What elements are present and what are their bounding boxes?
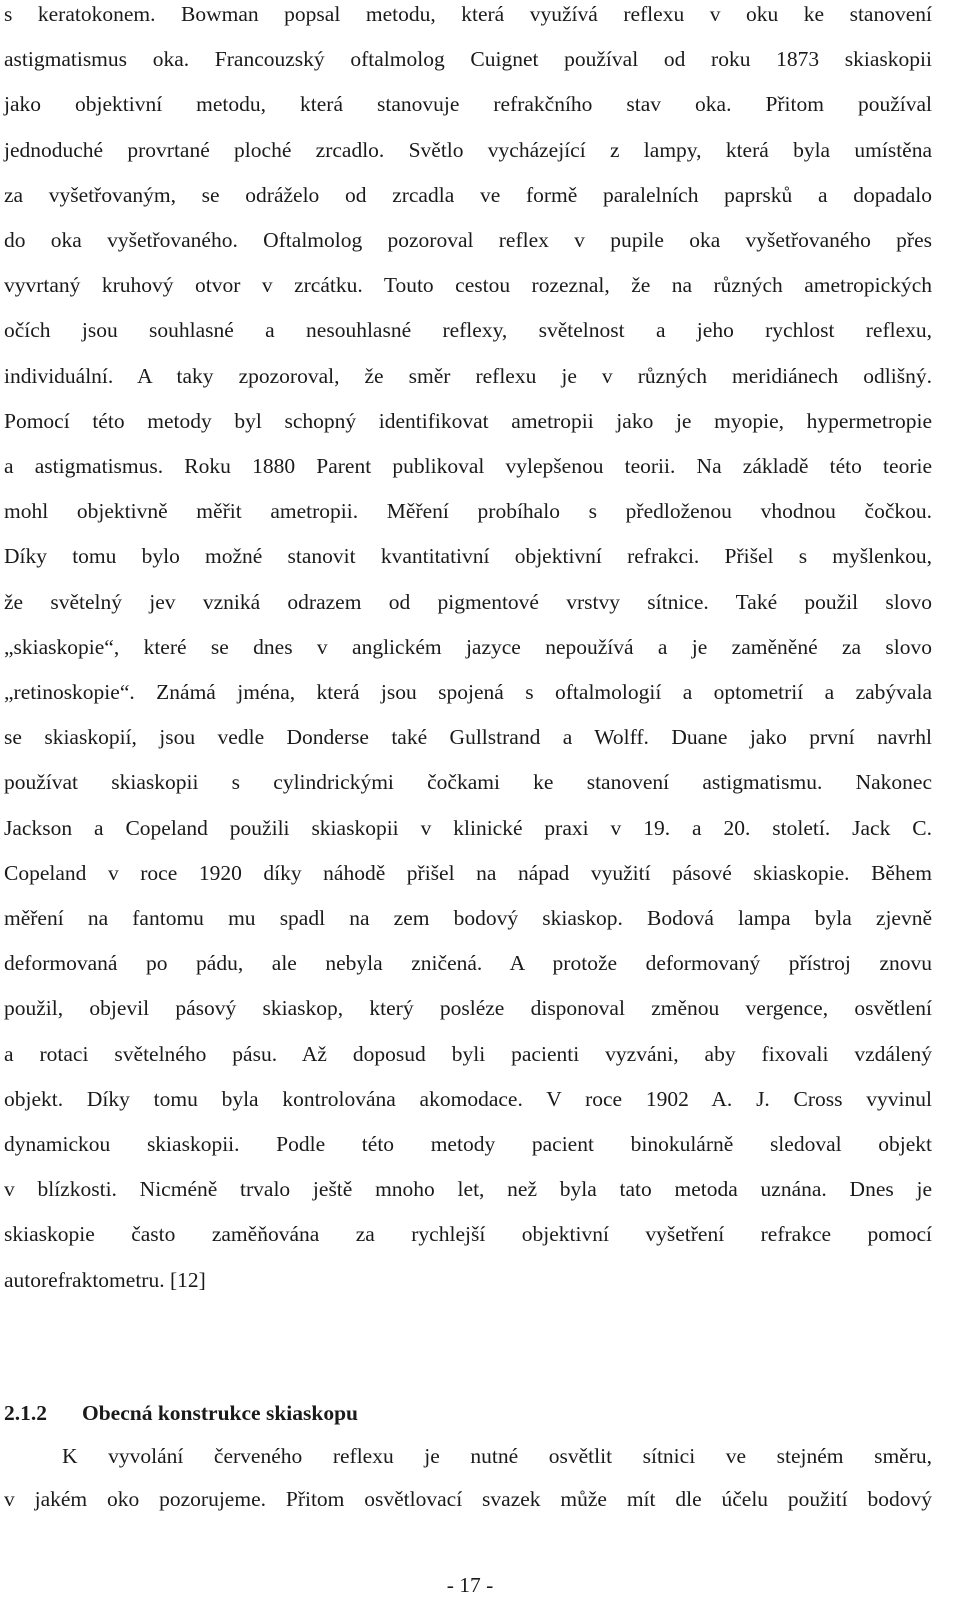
text-line: s keratokonem. Bowman popsal metodu, která využívá reflexu v oku ke stanovení [4, 2, 932, 26]
text-line: Jackson a Copeland použili skiaskopii v klinické praxi v 19. a 20. století. Jack C. [4, 815, 932, 840]
text-line: Díky tomu bylo možné stanovit kvantitativní objektivní refrakci. Přišel s myšlenkou, [4, 544, 932, 569]
section-heading [4, 1400, 704, 1426]
text-line: K vyvolání červeného reflexu je nutné osvětlit sítnici ve stejném směru, [62, 1444, 932, 1468]
text-line: že světelný jev vzniká odrazem od pigmentové vrstvy sítnice. Také použil slovo [4, 589, 932, 614]
text-line: vyvrtaný kruhový otvor v zrcátku. Touto cestou rozeznal, že na různých ametropických [4, 273, 932, 298]
text-line: do oka vyšetřovaného. Oftalmolog pozoroval reflex v pupile oka vyšetřovaného přes [4, 228, 932, 252]
text-line: a rotaci světelného pásu. Až doposud byli pacienti vyzváni, aby fixovali vzdálený [4, 1041, 932, 1066]
text-line: v blízkosti. Nicméně trvalo ještě mnoho let, než byla tato metoda uznána. Dnes je [4, 1177, 932, 1202]
text-line: použil, objevil pásový skiaskop, který posléze disponoval změnou vergence, osvětlení [4, 996, 932, 1021]
text-line: skiaskopie často zaměňována za rychlejší objektivní vyšetření refrakce pomocí [4, 1222, 932, 1247]
section-title: Obecná konstrukce skiaskopu [82, 1401, 358, 1425]
text-line: očích jsou souhlasné a nesouhlasné reflexy, světelnost a jeho rychlost reflexu, [4, 318, 932, 343]
text-line: dynamickou skiaskopii. Podle této metody pacient binokulárně sledoval objekt [4, 1132, 932, 1156]
text-line: autorefraktometru. [12] [4, 1267, 206, 1292]
text-line: v jakém oko pozorujeme. Přitom osvětlovací svazek může mít dle účelu použití bodový [4, 1486, 932, 1511]
text-line: astigmatismus oka. Francouzský oftalmolog Cuignet používal od roku 1873 skiaskopii [4, 47, 932, 72]
text-line: „skiaskopie“, které se dnes v anglickém jazyce nepoužívá a je zaměněné za slovo [4, 634, 932, 659]
text-line: a astigmatismus. Roku 1880 Parent publikoval vylepšenou teorii. Na základě této teorie [4, 454, 932, 478]
text-line: jednoduché provrtané ploché zrcadlo. Světlo vycházející z lampy, která byla umístěna [4, 137, 932, 162]
page-number: - 17 - [446, 1573, 494, 1597]
text-line: deformovaná po pádu, ale nebyla zničená. A protože deformovaný přístroj znovu [4, 951, 932, 976]
text-line: Pomocí této metody byl schopný identifikovat ametropii jako je myopie, hypermetropie [4, 408, 932, 433]
section-number: 2.1.2 [4, 1401, 47, 1425]
text-line: „retinoskopie“. Známá jména, která jsou spojená s oftalmologií a optometrií a zabývala [4, 680, 932, 704]
text-line: objekt. Díky tomu byla kontrolována akomodace. V roce 1902 A. J. Cross vyvinul [4, 1086, 932, 1111]
text-line: jako objektivní metodu, která stanovuje refrakčního stav oka. Přitom používal [4, 92, 932, 117]
text-line: měření na fantomu mu spadl na zem bodový skiaskop. Bodová lampa byla zjevně [4, 906, 932, 930]
text-line: Copeland v roce 1920 díky náhodě přišel na nápad využití pásové skiaskopie. Během [4, 860, 932, 885]
text-line: za vyšetřovaným, se odráželo od zrcadla ve formě paralelních paprsků a dopadalo [4, 182, 932, 207]
text-line: používat skiaskopii s cylindrickými čočkami ke stanovení astigmatismu. Nakonec [4, 770, 932, 795]
text-line: se skiaskopií, jsou vedle Donderse také Gullstrand a Wolff. Duane jako první navrhl [4, 725, 932, 750]
text-line: individuální. A taky zpozoroval, že směr reflexu je v různých meridiánech odlišný. [4, 363, 932, 388]
text-line: mohl objektivně měřit ametropii. Měření probíhalo s předloženou vhodnou čočkou. [4, 499, 932, 524]
